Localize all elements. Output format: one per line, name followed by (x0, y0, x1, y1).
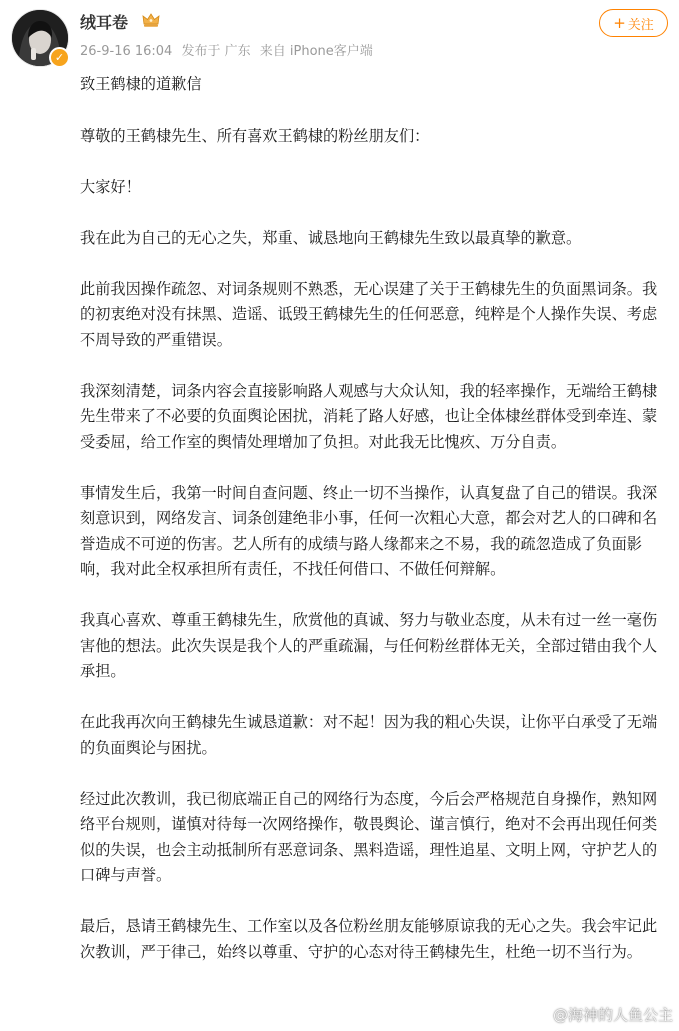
paragraph: 事情发生后，我第一时间自查问题、终止一切不当操作，认真复盘了自己的错误。我深刻意识到，网络发言、词条创建绝非小事，任何一次粗心大意，都会对艺人的口碑和名誉造成不可逆的伤害。艺人所有的成绩与路人缘都来之不易，我的疏忽造成了负面影响，我对此全权承担所有责任，不找任何借口、不做任何辩解。 (80, 483, 658, 578)
post-location: 发布于 广东 (181, 44, 251, 59)
paragraph: 尊敬的王鹤棣先生、所有喜欢王鹤棣的粉丝朋友们： (80, 126, 430, 145)
paragraph: 此前我因操作疏忽、对词条规则不熟悉，无心误建了关于王鹤棣先生的负面黑词条。我的初衷绝对没有抹黑、造谣、诋毁王鹤棣先生的任何恶意，纯粹是个人操作失误、考虑不周导致的严重错误。 (80, 279, 658, 349)
avatar-container[interactable] (11, 9, 69, 67)
plus-icon: + (613, 14, 626, 32)
paragraph: 在此我再次向王鹤棣先生诚恳道歉：对不起！因为我的粗心失误，让你平白承受了无端的负面舆论与困扰。 (80, 713, 658, 757)
follow-label: 关注 (627, 17, 654, 33)
paragraph: 我深刻清楚，词条内容会直接影响路人观感与大众认知，我的轻率操作，无端给王鹤棣先生带来了不必要的负面舆论困扰，消耗了路人好感，也让全体棣丝群体受到牵连、蒙受委屈，给工作室的舆情处理增加了负担。对此我无比愧疚、万分自责。 (80, 381, 658, 451)
follow-button[interactable] (599, 9, 668, 37)
post-time[interactable]: 26-9-16 16:04 (80, 44, 173, 59)
verified-badge-icon: ✓ (49, 47, 70, 68)
crown-icon (142, 12, 160, 28)
paragraph: 最后，恳请王鹤棣先生、工作室以及各位粉丝朋友能够原谅我的无心之失。我会牢记此次教训，严于律己，始终以尊重、守护的心态对待王鹤棣先生，杜绝一切不当行为。 (80, 917, 658, 961)
paragraph: 大家好！ (80, 177, 141, 196)
weibo-logo-icon (529, 1007, 549, 1023)
watermark-text: @海神的人鱼公主 (552, 1006, 673, 1024)
letter-title: 致王鹤棣的道歉信 (80, 75, 202, 93)
post-meta (80, 40, 378, 59)
paragraph: 我真心喜欢、尊重王鹤棣先生，欣赏他的真诚、努力与敬业态度，从未有过一丝一毫伤害他的想法。此次失误是我个人的严重疏漏，与任何粉丝群体无关，全部过错由我个人承担。 (80, 611, 658, 680)
paragraph: 我在此为自己的无心之失，郑重、诚恳地向王鹤棣先生致以最真挚的歉意。 (80, 228, 582, 247)
watermark (529, 1004, 673, 1025)
post-source: 来自 iPhone客户端 (259, 44, 373, 59)
post-content (80, 72, 670, 991)
paragraph: 经过此次教训，我已彻底端正自己的网络行为态度，今后会严格规范自身操作，熟知网络平台规则，谨慎对待每一次网络操作，敬畏舆论、谨言慎行，绝对不会再出现任何类似的失误，也会主动抵制所有恶意词条、黑料造谣，理性追星、文明上网，守护艺人的口碑与声誉。 (80, 789, 658, 884)
username[interactable]: 绒耳卷 (80, 13, 129, 32)
